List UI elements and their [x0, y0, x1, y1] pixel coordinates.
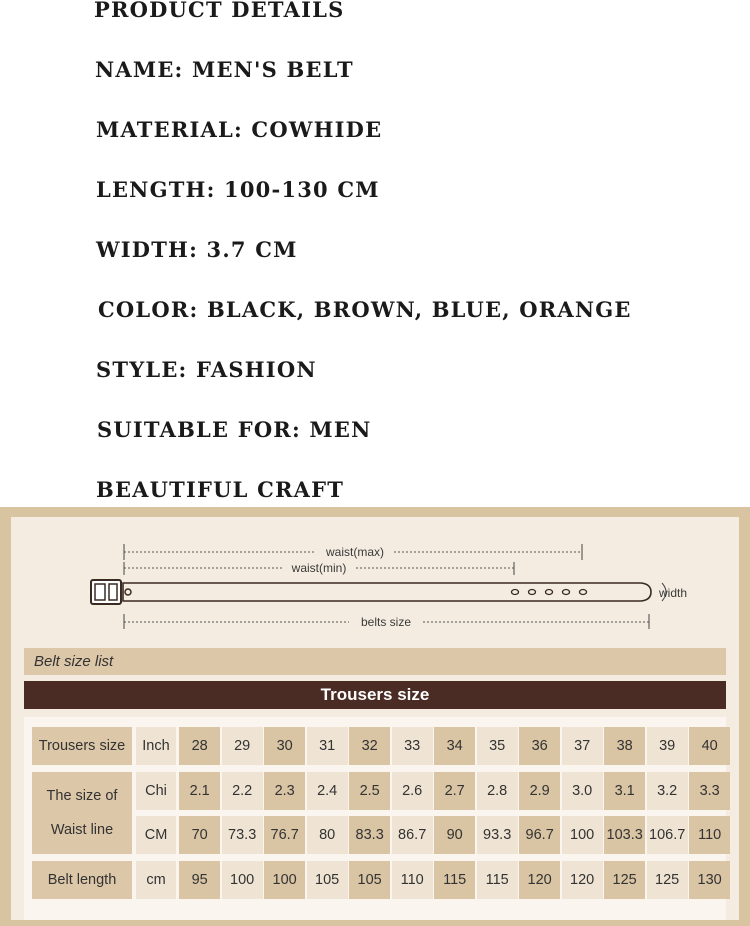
cm-cell: 86.7 [392, 816, 433, 854]
cm-cell: 106.7 [647, 816, 688, 854]
trousers-size-title: Trousers size [24, 681, 726, 709]
belt-diagram [11, 517, 739, 642]
cm-cell: 96.7 [519, 816, 560, 854]
size-chart-panel [0, 507, 750, 926]
cm-cell: 110 [689, 816, 730, 854]
detail-name: NAME: MEN'S BELT [95, 57, 354, 82]
detail-material: MATERIAL: COWHIDE [96, 117, 383, 142]
cm-cell: 103.3 [604, 816, 645, 854]
chi-cell: 2.8 [477, 772, 518, 810]
cm-cell: 80 [307, 816, 348, 854]
chi-cell: 2.2 [222, 772, 263, 810]
detail-length: LENGTH: 100-130 CM [96, 177, 380, 202]
inch-cell: 34 [434, 727, 475, 765]
chi-cell: 2.3 [264, 772, 305, 810]
belt-length-cell: 105 [307, 861, 348, 899]
waist-max-label: waist(max) [325, 545, 385, 559]
chi-cell: 3.0 [562, 772, 603, 810]
unit-cm: CM [136, 816, 176, 854]
belt-length-cell: 100 [264, 861, 305, 899]
chi-cell: 3.3 [689, 772, 730, 810]
unit-belt-cm: cm [136, 861, 176, 899]
inch-cell: 35 [477, 727, 518, 765]
belt-length-cell: 110 [392, 861, 433, 899]
width-label: width [659, 586, 688, 600]
chi-cell: 2.7 [434, 772, 475, 810]
inch-cell: 32 [349, 727, 390, 765]
waist-label-line1: The size of [46, 788, 118, 804]
detail-color: COLOR: BLACK, BROWN, BLUE, ORANGE [98, 297, 632, 322]
belt-length-cell: 105 [349, 861, 390, 899]
inch-cell: 28 [179, 727, 220, 765]
row-label-belt-length: Belt length [32, 861, 132, 899]
inch-cell: 31 [307, 727, 348, 765]
inch-cell: 30 [264, 727, 305, 765]
row-label-waist-line [32, 772, 132, 854]
waist-min-label: waist(min) [291, 561, 347, 575]
belt-length-cell: 115 [477, 861, 518, 899]
cm-cell: 73.3 [222, 816, 263, 854]
inch-cell: 36 [519, 727, 560, 765]
unit-inch: Inch [136, 727, 176, 765]
row-label-trousers-size: Trousers size [32, 727, 132, 765]
belt-length-cell: 125 [604, 861, 645, 899]
chi-cell: 3.2 [647, 772, 688, 810]
detail-suitable: SUITABLE FOR: MEN [97, 417, 372, 442]
belt-length-cell: 125 [647, 861, 688, 899]
belt-length-cell: 95 [179, 861, 220, 899]
inch-cell: 39 [647, 727, 688, 765]
chi-cell: 2.5 [349, 772, 390, 810]
cm-cell: 76.7 [264, 816, 305, 854]
detail-width: WIDTH: 3.7 CM [96, 237, 298, 262]
chi-cell: 2.6 [392, 772, 433, 810]
belt-length-cell: 115 [434, 861, 475, 899]
detail-style: STYLE: FASHION [96, 357, 317, 382]
inch-cell: 33 [392, 727, 433, 765]
details-heading: PRODUCT DETAILS [94, 0, 345, 22]
size-chart-inner [11, 517, 739, 920]
detail-craft: BEAUTIFUL CRAFT [96, 477, 345, 502]
chi-cell: 2.9 [519, 772, 560, 810]
inch-cell: 29 [222, 727, 263, 765]
cm-cell: 93.3 [477, 816, 518, 854]
inch-cell: 38 [604, 727, 645, 765]
chi-cell: 2.1 [179, 772, 220, 810]
chi-cell: 3.1 [604, 772, 645, 810]
belt-length-cell: 120 [562, 861, 603, 899]
belt-length-cell: 100 [222, 861, 263, 899]
belt-length-cell: 130 [689, 861, 730, 899]
belt-length-cell: 120 [519, 861, 560, 899]
cm-cell: 83.3 [349, 816, 390, 854]
cm-cell: 90 [434, 816, 475, 854]
cm-cell: 70 [179, 816, 220, 854]
inch-cell: 37 [562, 727, 603, 765]
waist-label-line2: Waist line [50, 822, 114, 838]
cm-cell: 100 [562, 816, 603, 854]
unit-chi: Chi [136, 772, 176, 810]
chi-cell: 2.4 [307, 772, 348, 810]
inch-cell: 40 [689, 727, 730, 765]
belt-size-list-label: Belt size list [24, 648, 726, 675]
belts-size-label: belts size [360, 615, 412, 629]
